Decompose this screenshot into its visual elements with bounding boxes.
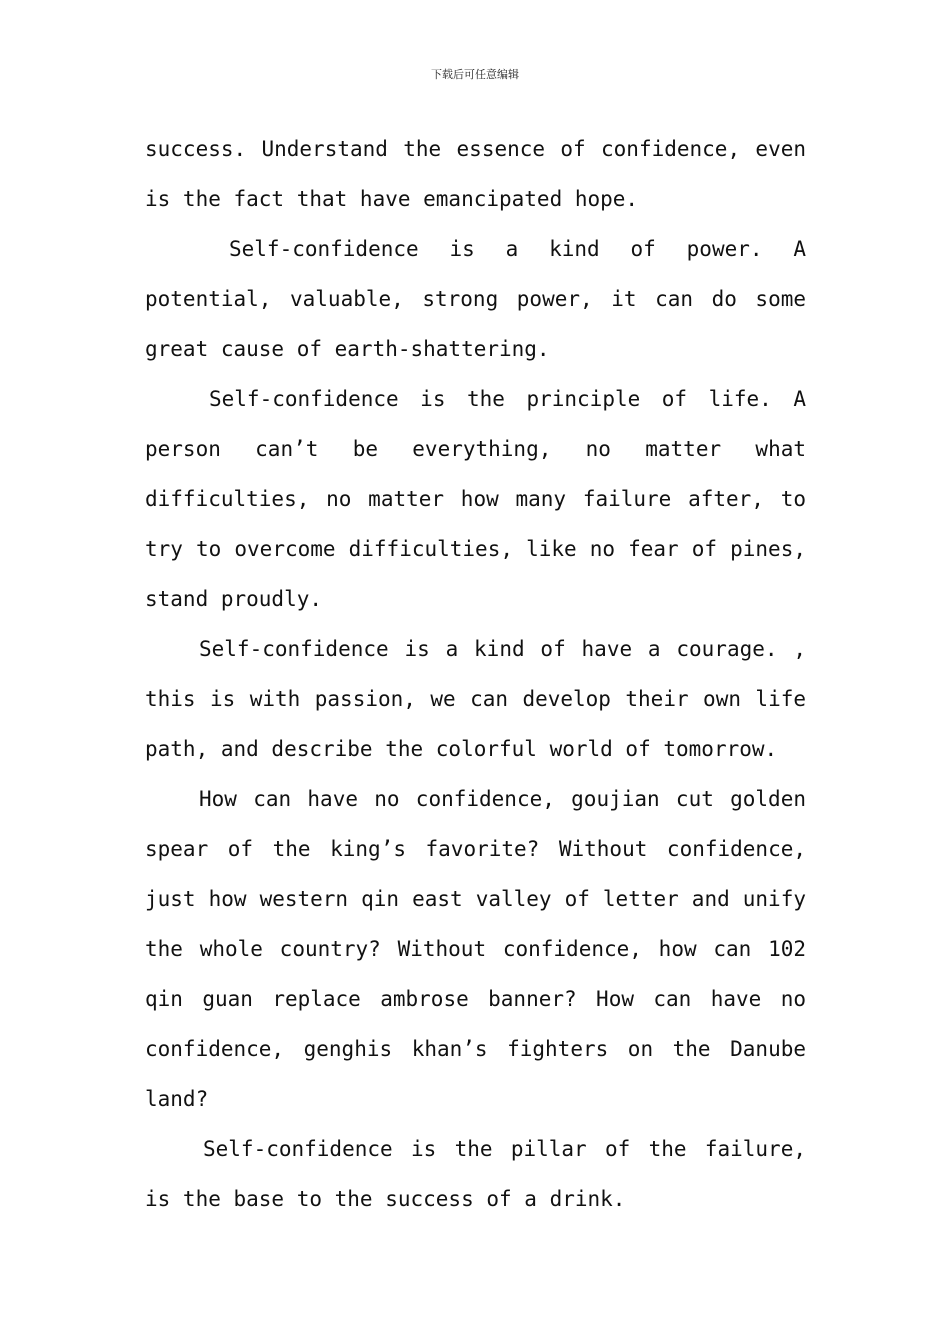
paragraph: Self-confidence is a kind of power. A potential, valuable, strong power, it can do some great cause of earth-shattering.	[145, 237, 806, 361]
paragraph: success. Understand the essence of confidence, even is the fact that have emancipated hope.	[145, 137, 806, 211]
paragraph: How can have no confidence, goujian cut golden spear of the king’s favorite? Without confidence, just how western qin east valley of letter and unify the whole country? Without confidence, how can 102 qin guan replace ambrose banner? How can have no confidence, genghis khan’s fighters on the Danube land?	[145, 787, 806, 1111]
page-header: 下载后可任意编辑	[431, 68, 519, 81]
paragraph: Self-confidence is the pillar of the failure, is the base to the success of a drink.	[145, 1137, 806, 1211]
paragraph: Self-confidence is a kind of have a courage. , this is with passion, we can develop their own life path, and describe the colorful world of tomorrow.	[145, 637, 806, 761]
document-body	[145, 124, 806, 1224]
paragraph: Self-confidence is the principle of life. A person can’t be everything, no matter what difficulties, no matter how many failure after, to try to overcome difficulties, like no fear of pines, stand proudly.	[145, 387, 806, 611]
